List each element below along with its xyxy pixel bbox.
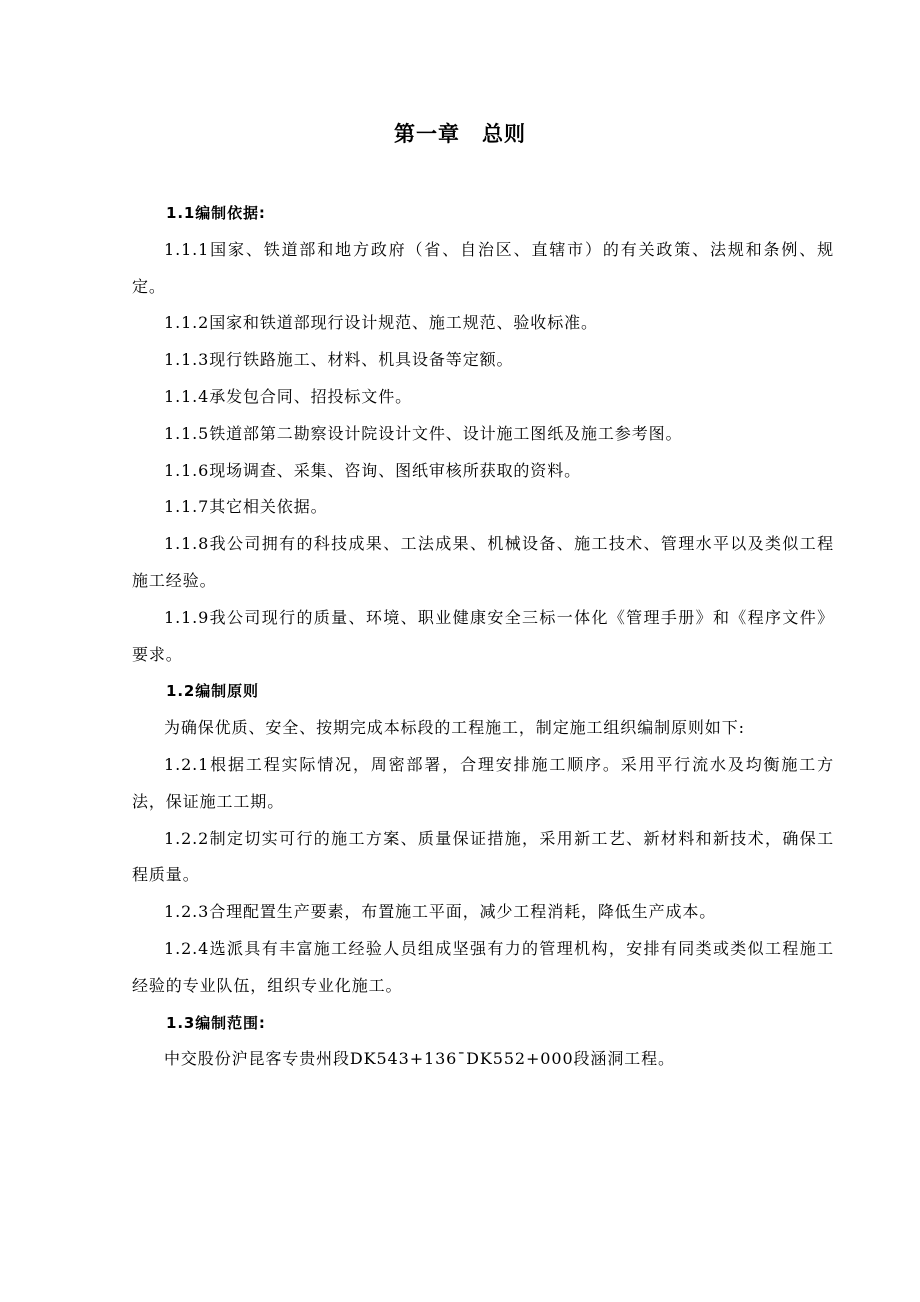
section-heading: 1.2编制原则	[166, 682, 259, 701]
chapter-title: 第一章 总则	[394, 122, 526, 146]
paragraph: 为确保优质、安全、按期完成本标段的工程施工，制定施工组织编制原则如下:	[164, 718, 745, 738]
paragraph: 1.1.6现场调查、采集、咨询、图纸审核所获取的资料。	[164, 460, 582, 480]
section-heading: 1.3编制范围:	[166, 1013, 266, 1032]
paragraph: 1.1.2国家和铁道部现行设计规范、施工规范、验收标准。	[164, 313, 598, 333]
paragraph: 1.1.5铁道部第二勘察设计院设计文件、设计施工图纸及施工参考图。	[164, 423, 683, 443]
paragraph: 1.1.3现行铁路施工、材料、机具设备等定额。	[164, 350, 514, 370]
paragraph: 1.2.4选派具有丰富施工经验人员组成坚强有力的管理机构，安排有同类或类似工程施工经验的专业队伍，组织专业化施工。	[132, 938, 834, 995]
paragraph: 1.2.3合理配置生产要素，布置施工平面，减少工程消耗，降低生产成本。	[164, 902, 717, 922]
document-body	[132, 195, 834, 1078]
paragraph: 1.1.8我公司拥有的科技成果、工法成果、机械设备、施工技术、管理水平以及类似工程施工经验。	[132, 534, 834, 590]
paragraph: 1.1.1国家、铁道部和地方政府（省、自治区、直辖市）的有关政策、法规和条例、规定。	[132, 239, 834, 296]
paragraph: 1.1.7其它相关依据。	[164, 497, 328, 517]
paragraph: 1.1.4承发包合同、招投标文件。	[164, 386, 413, 406]
paragraph: 1.2.2制定切实可行的施工方案、质量保证措施，采用新工艺、新材料和新技术，确保工程质量。	[132, 828, 834, 885]
section-heading: 1.1编制依据:	[166, 204, 266, 222]
paragraph: 1.1.9我公司现行的质量、环境、职业健康安全三标一体化《管理手册》和《程序文件》要求。	[132, 607, 834, 664]
paragraph: 1.2.1根据工程实际情况，周密部署，合理安排施工顺序。采用平行流水及均衡施工方法，保证施工工期。	[132, 754, 834, 811]
paragraph: 中交股份沪昆客专贵州段DK543+136¯DK552+000段涵洞工程。	[164, 1049, 675, 1069]
